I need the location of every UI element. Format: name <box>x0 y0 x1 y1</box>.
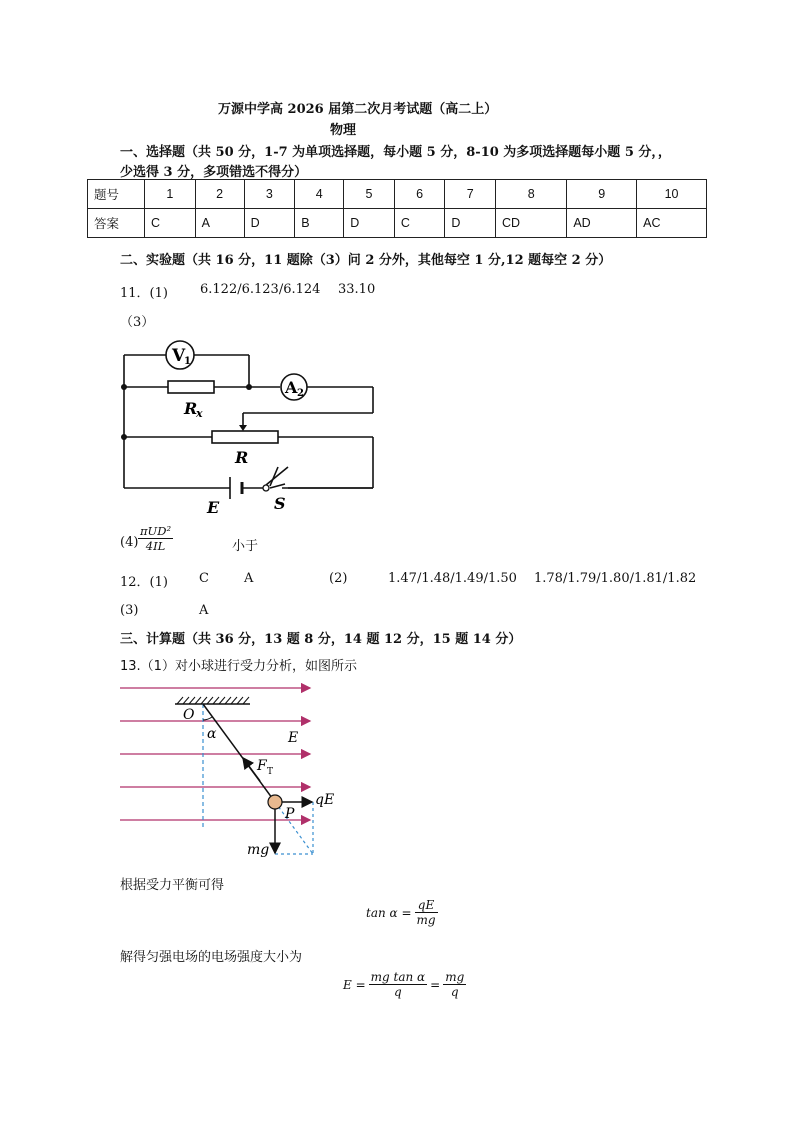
eq2-numerator-1: mg tan α <box>370 970 426 984</box>
section1-heading-line2: 少选得 3 分，多项错选不得分） <box>120 165 308 180</box>
q11-4-label: (4) <box>120 535 139 550</box>
q12-3-answer: A <box>199 603 209 618</box>
q11-1-answer-2: 33.10 <box>338 282 376 297</box>
table-cell: AD <box>567 209 637 238</box>
voltmeter-sub: 1 <box>184 356 191 367</box>
eq1-lhs: tan α = <box>366 905 412 920</box>
ammeter-label: A <box>285 378 298 397</box>
answer-table <box>87 179 707 238</box>
table-cell: A <box>195 209 244 238</box>
table-cell: C <box>394 209 445 238</box>
q11-4-answer-2: 小于 <box>232 539 259 554</box>
eq2-denominator-2: q <box>450 985 459 999</box>
eq2-denominator-1: q <box>394 985 402 999</box>
eq2-fraction-1 <box>369 970 428 999</box>
eq1-denominator: mg <box>416 913 436 927</box>
q12-2-answer-a: 1.47/1.48/1.49/1.50 <box>388 571 517 586</box>
rx-label: R <box>184 399 198 418</box>
q12-2-label: (2) <box>329 571 348 586</box>
text-solve: 解得匀强电场的电场强度大小为 <box>120 950 303 965</box>
eq1-fraction <box>415 898 438 927</box>
table-cell: 6 <box>394 180 445 209</box>
field-e-label: E <box>288 730 299 746</box>
text-balance: 根据受力平衡可得 <box>120 878 225 893</box>
table-cell: CD <box>496 209 567 238</box>
q11-4-denominator: 4IL <box>145 539 166 553</box>
angle-alpha-label: α <box>207 726 217 742</box>
eq2-equals: = <box>430 977 441 992</box>
angle-arc <box>203 717 212 720</box>
q13-intro: 13.（1）对小球进行受力分析，如图所示 <box>120 659 357 674</box>
table-cell: 5 <box>344 180 395 209</box>
equation-1 <box>366 898 438 927</box>
switch-label: S <box>274 494 286 513</box>
section2-heading: 二、实验题（共 16 分，11 题除（3）问 2 分外，其他每空 1 分,12 题每空 2 分） <box>120 253 612 268</box>
exam-title: 万源中学高 2026 届第二次月考试题（高二上） <box>218 102 498 117</box>
point-o-label: O <box>183 707 195 723</box>
q12-1-label: 12．(1) <box>120 575 168 590</box>
eq1-numerator: qE <box>415 898 438 913</box>
section3-heading: 三、计算题（共 36 分，13 题 8 分，14 题 12 分，15 题 14 分） <box>120 632 522 647</box>
tension-label: F <box>257 758 267 774</box>
table-cell: C <box>145 209 196 238</box>
table-cell: 4 <box>295 180 344 209</box>
table-cell: 10 <box>637 180 707 209</box>
table-row-label: 答案 <box>88 209 145 238</box>
table-cell: B <box>295 209 344 238</box>
q12-2-answer-b: 1.78/1.79/1.80/1.81/1.82 <box>534 571 697 586</box>
voltmeter-label: V <box>172 346 186 366</box>
q11-4-numerator: πUD² <box>140 524 172 538</box>
q12-3-label: (3) <box>120 603 139 618</box>
q12-1-answer-b: A <box>244 571 254 586</box>
eq2-fraction-2 <box>443 970 466 999</box>
q12-1-answer-a: C <box>199 571 209 586</box>
resistor-rx <box>168 381 214 393</box>
table-cell: 2 <box>195 180 244 209</box>
table-row-label: 题号 <box>88 180 145 209</box>
gravity-label: mg <box>247 842 270 858</box>
eq2-lhs: E = <box>343 977 366 992</box>
table-cell: 7 <box>445 180 496 209</box>
ammeter-sub: 2 <box>297 388 304 399</box>
table-cell: D <box>244 209 295 238</box>
table-cell: D <box>445 209 496 238</box>
section1-heading-line1: 一、选择题（共 50 分，1-7 为单项选择题，每小题 5 分，8-10 为多项选择题每小题 5 分，， <box>120 145 671 160</box>
circuit-diagram <box>110 335 390 520</box>
battery-label: E <box>207 498 220 517</box>
ball <box>268 795 282 809</box>
table-row-answers <box>88 209 707 238</box>
q11-4-fraction <box>138 524 173 553</box>
table-cell: 9 <box>567 180 637 209</box>
point-p-label: P <box>285 806 295 822</box>
equation-2 <box>343 970 466 999</box>
q11-1-answer-1: 6.122/6.123/6.124 <box>200 282 321 297</box>
subject-title: 物理 <box>330 123 357 138</box>
table-cell: 8 <box>496 180 567 209</box>
q11-1-label: 11．(1) <box>120 286 168 301</box>
rheostat-r <box>212 431 278 443</box>
table-cell: 1 <box>145 180 196 209</box>
electric-force-label: qE <box>315 792 335 808</box>
table-cell: D <box>344 209 395 238</box>
rheostat-label: R <box>235 448 249 467</box>
table-cell: 3 <box>244 180 295 209</box>
q11-3-label: （3） <box>120 315 155 330</box>
force-diagram <box>115 680 345 860</box>
table-row-numbers <box>88 180 707 209</box>
rx-sub: x <box>196 407 203 420</box>
table-cell: AC <box>637 209 707 238</box>
tension-sub: T <box>267 767 274 777</box>
eq2-numerator-2: mg <box>445 970 465 984</box>
